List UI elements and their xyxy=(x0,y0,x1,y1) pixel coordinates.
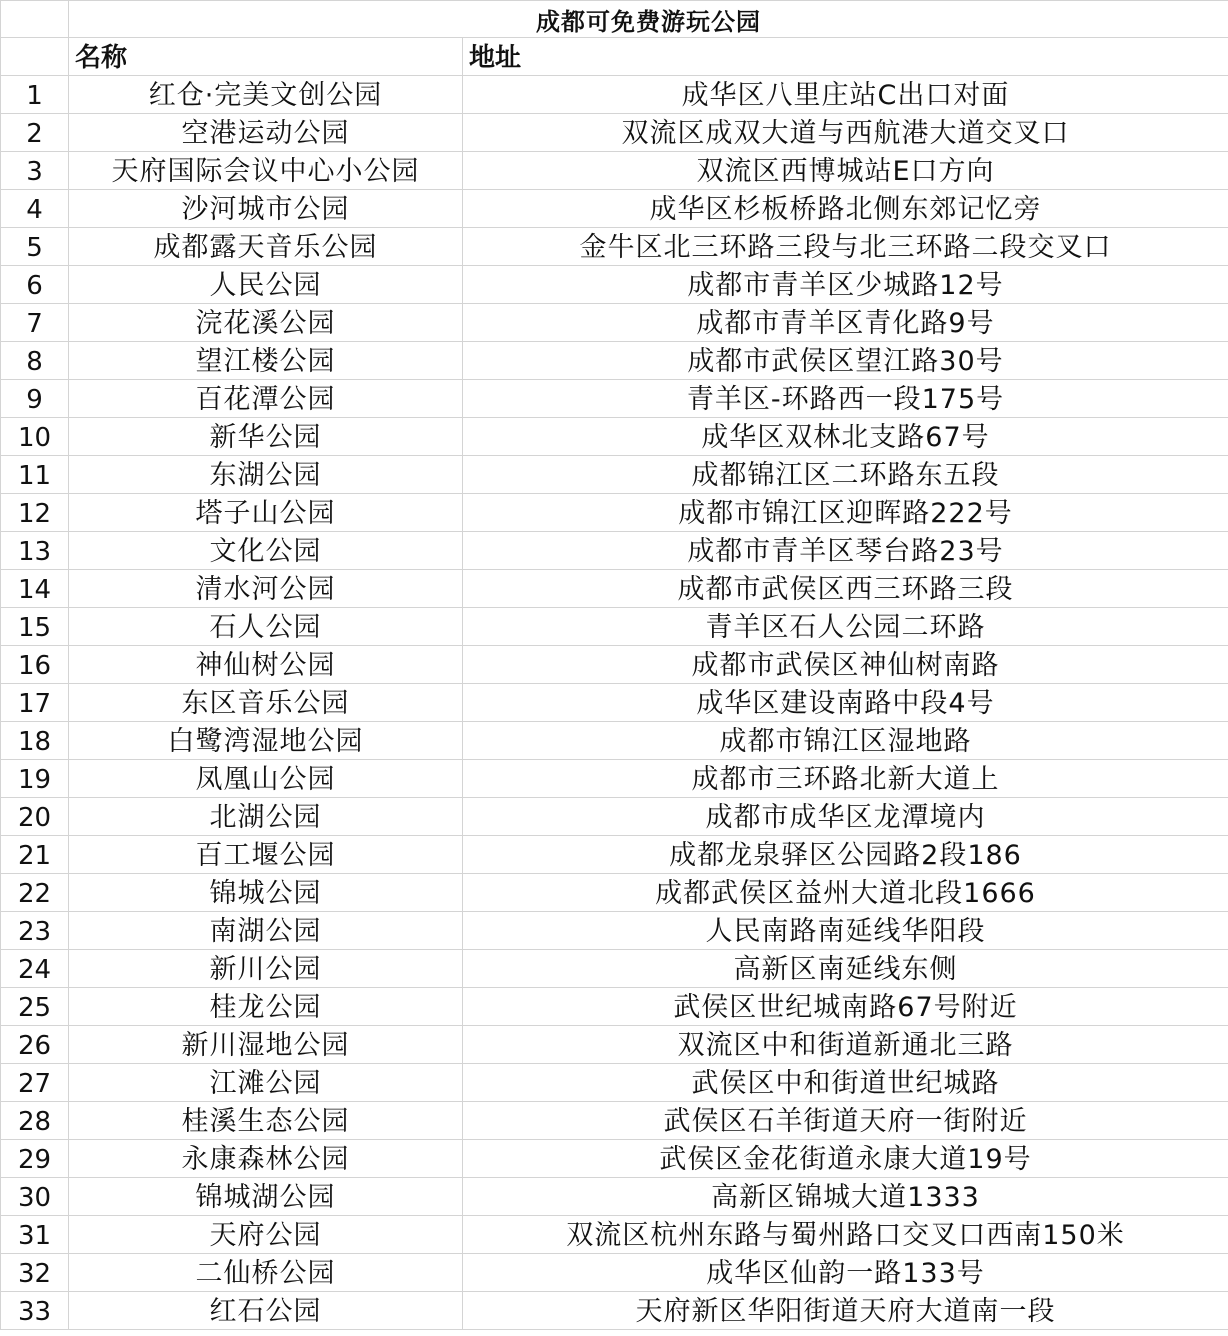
row-number-cell[interactable]: 7 xyxy=(1,304,69,342)
park-name-cell[interactable]: 东区音乐公园 xyxy=(69,684,463,722)
header-row xyxy=(1,38,1228,76)
row-number-cell[interactable]: 29 xyxy=(1,1140,69,1178)
row-number-cell[interactable]: 24 xyxy=(1,950,69,988)
park-address-cell[interactable]: 武侯区石羊街道天府一街附近 xyxy=(463,1102,1228,1140)
park-address-cell[interactable]: 成都武侯区益州大道北段1666 xyxy=(463,874,1228,912)
row-number-cell[interactable]: 3 xyxy=(1,152,69,190)
park-address-cell[interactable]: 成华区八里庄站C出口对面 xyxy=(463,76,1228,114)
park-address-cell[interactable]: 成华区双林北支路67号 xyxy=(463,418,1228,456)
row-number-cell[interactable]: 27 xyxy=(1,1064,69,1102)
park-name-cell[interactable]: 百工堰公园 xyxy=(69,836,463,874)
park-address-cell[interactable]: 双流区成双大道与西航港大道交叉口 xyxy=(463,114,1228,152)
header-number-cell[interactable] xyxy=(1,38,69,76)
row-number-cell[interactable]: 20 xyxy=(1,798,69,836)
table-row xyxy=(1,798,1228,836)
row-number-cell[interactable]: 26 xyxy=(1,1026,69,1064)
table-row xyxy=(1,228,1228,266)
table-row xyxy=(1,1254,1228,1292)
park-address-cell[interactable]: 成都市成华区龙潭境内 xyxy=(463,798,1228,836)
column-header-address[interactable]: 地址 xyxy=(463,38,1228,76)
park-name-cell[interactable]: 新川公园 xyxy=(69,950,463,988)
park-address-cell[interactable]: 成都市武侯区神仙树南路 xyxy=(463,646,1228,684)
park-address-cell[interactable]: 双流区中和街道新通北三路 xyxy=(463,1026,1228,1064)
park-address-cell[interactable]: 成都市锦江区迎晖路222号 xyxy=(463,494,1228,532)
park-name-cell[interactable]: 文化公园 xyxy=(69,532,463,570)
table-row xyxy=(1,608,1228,646)
table-row xyxy=(1,1216,1228,1254)
row-number-cell[interactable]: 14 xyxy=(1,570,69,608)
row-number-cell[interactable]: 30 xyxy=(1,1178,69,1216)
row-number-cell[interactable]: 5 xyxy=(1,228,69,266)
park-name-cell[interactable]: 东湖公园 xyxy=(69,456,463,494)
table-row xyxy=(1,988,1228,1026)
row-number-cell[interactable]: 4 xyxy=(1,190,69,228)
table-body xyxy=(1,1,1228,1330)
park-name-cell[interactable]: 石人公园 xyxy=(69,608,463,646)
table-row xyxy=(1,684,1228,722)
row-number-cell[interactable]: 19 xyxy=(1,760,69,798)
corner-cell[interactable] xyxy=(1,1,69,38)
park-address-cell[interactable]: 成都市武侯区望江路30号 xyxy=(463,342,1228,380)
row-number-cell[interactable]: 17 xyxy=(1,684,69,722)
row-number-cell[interactable]: 21 xyxy=(1,836,69,874)
park-address-cell[interactable]: 成华区建设南路中段4号 xyxy=(463,684,1228,722)
park-address-cell[interactable]: 高新区锦城大道1333 xyxy=(463,1178,1228,1216)
park-address-cell[interactable]: 成都市青羊区少城路12号 xyxy=(463,266,1228,304)
table-row xyxy=(1,304,1228,342)
park-name-cell[interactable]: 人民公园 xyxy=(69,266,463,304)
park-name-cell[interactable]: 清水河公园 xyxy=(69,570,463,608)
park-address-cell[interactable]: 成华区仙韵一路133号 xyxy=(463,1254,1228,1292)
park-name-cell[interactable]: 新华公园 xyxy=(69,418,463,456)
table-row xyxy=(1,1064,1228,1102)
park-address-cell[interactable]: 青羊区-环路西一段175号 xyxy=(463,380,1228,418)
sheet-title[interactable]: 成都可免费游玩公园 xyxy=(69,1,1228,38)
row-number-cell[interactable]: 23 xyxy=(1,912,69,950)
park-address-cell[interactable]: 成都市武侯区西三环路三段 xyxy=(463,570,1228,608)
table-row xyxy=(1,494,1228,532)
park-address-cell[interactable]: 人民南路南延线华阳段 xyxy=(463,912,1228,950)
park-name-cell[interactable]: 天府国际会议中心小公园 xyxy=(69,152,463,190)
park-name-cell[interactable]: 桂溪生态公园 xyxy=(69,1102,463,1140)
row-number-cell[interactable]: 2 xyxy=(1,114,69,152)
row-number-cell[interactable]: 15 xyxy=(1,608,69,646)
park-address-cell[interactable]: 成都市三环路北新大道上 xyxy=(463,760,1228,798)
row-number-cell[interactable]: 11 xyxy=(1,456,69,494)
park-address-cell[interactable]: 青羊区石人公园二环路 xyxy=(463,608,1228,646)
park-name-cell[interactable]: 红仓·完美文创公园 xyxy=(69,76,463,114)
table-row xyxy=(1,912,1228,950)
column-header-name[interactable]: 名称 xyxy=(69,38,463,76)
row-number-cell[interactable]: 1 xyxy=(1,76,69,114)
row-number-cell[interactable]: 33 xyxy=(1,1292,69,1330)
table-row xyxy=(1,418,1228,456)
row-number-cell[interactable]: 25 xyxy=(1,988,69,1026)
title-row xyxy=(1,1,1228,38)
row-number-cell[interactable]: 28 xyxy=(1,1102,69,1140)
park-address-cell[interactable]: 武侯区金花街道永康大道19号 xyxy=(463,1140,1228,1178)
park-address-cell[interactable]: 成都龙泉驿区公园路2段186 xyxy=(463,836,1228,874)
row-number-cell[interactable]: 31 xyxy=(1,1216,69,1254)
table-row xyxy=(1,456,1228,494)
park-name-cell[interactable]: 神仙树公园 xyxy=(69,646,463,684)
table-row xyxy=(1,76,1228,114)
row-number-cell[interactable]: 10 xyxy=(1,418,69,456)
park-address-cell[interactable]: 成都锦江区二环路东五段 xyxy=(463,456,1228,494)
row-number-cell[interactable]: 18 xyxy=(1,722,69,760)
park-name-cell[interactable]: 百花潭公园 xyxy=(69,380,463,418)
table-row xyxy=(1,190,1228,228)
table-row xyxy=(1,1292,1228,1330)
park-name-cell[interactable]: 永康森林公园 xyxy=(69,1140,463,1178)
park-address-cell[interactable]: 武侯区中和街道世纪城路 xyxy=(463,1064,1228,1102)
table-row xyxy=(1,380,1228,418)
park-address-cell[interactable]: 双流区西博城站E口方向 xyxy=(463,152,1228,190)
table-row xyxy=(1,570,1228,608)
table-row xyxy=(1,1026,1228,1064)
park-name-cell[interactable]: 天府公园 xyxy=(69,1216,463,1254)
table-row xyxy=(1,874,1228,912)
row-number-cell[interactable]: 13 xyxy=(1,532,69,570)
park-name-cell[interactable]: 二仙桥公园 xyxy=(69,1254,463,1292)
table-row xyxy=(1,532,1228,570)
park-name-cell[interactable]: 江滩公园 xyxy=(69,1064,463,1102)
park-name-cell[interactable]: 浣花溪公园 xyxy=(69,304,463,342)
row-number-cell[interactable]: 32 xyxy=(1,1254,69,1292)
park-address-cell[interactable]: 高新区南延线东侧 xyxy=(463,950,1228,988)
park-name-cell[interactable]: 红石公园 xyxy=(69,1292,463,1330)
table-row xyxy=(1,114,1228,152)
park-address-cell[interactable]: 成华区杉板桥路北侧东郊记忆旁 xyxy=(463,190,1228,228)
park-address-cell[interactable]: 天府新区华阳街道天府大道南一段 xyxy=(463,1292,1228,1330)
table-row xyxy=(1,342,1228,380)
park-name-cell[interactable]: 北湖公园 xyxy=(69,798,463,836)
table-row xyxy=(1,1140,1228,1178)
row-number-cell[interactable]: 6 xyxy=(1,266,69,304)
table-row xyxy=(1,646,1228,684)
table-row xyxy=(1,152,1228,190)
row-number-cell[interactable]: 8 xyxy=(1,342,69,380)
row-number-cell[interactable]: 9 xyxy=(1,380,69,418)
row-number-cell[interactable]: 12 xyxy=(1,494,69,532)
park-address-cell[interactable]: 成都市锦江区湿地路 xyxy=(463,722,1228,760)
park-address-cell[interactable]: 双流区杭州东路与蜀州路口交叉口西南150米 xyxy=(463,1216,1228,1254)
park-name-cell[interactable]: 塔子山公园 xyxy=(69,494,463,532)
park-name-cell[interactable]: 望江楼公园 xyxy=(69,342,463,380)
park-name-cell[interactable]: 锦城公园 xyxy=(69,874,463,912)
park-name-cell[interactable]: 白鹭湾湿地公园 xyxy=(69,722,463,760)
table-row xyxy=(1,1102,1228,1140)
park-name-cell[interactable]: 沙河城市公园 xyxy=(69,190,463,228)
table-row xyxy=(1,950,1228,988)
park-name-cell[interactable]: 空港运动公园 xyxy=(69,114,463,152)
park-name-cell[interactable]: 南湖公园 xyxy=(69,912,463,950)
park-address-cell[interactable]: 金牛区北三环路三段与北三环路二段交叉口 xyxy=(463,228,1228,266)
park-address-cell[interactable]: 武侯区世纪城南路67号附近 xyxy=(463,988,1228,1026)
row-number-cell[interactable]: 16 xyxy=(1,646,69,684)
table-row xyxy=(1,760,1228,798)
park-name-cell[interactable]: 成都露天音乐公园 xyxy=(69,228,463,266)
row-number-cell[interactable]: 22 xyxy=(1,874,69,912)
park-name-cell[interactable]: 桂龙公园 xyxy=(69,988,463,1026)
table-row xyxy=(1,1178,1228,1216)
park-name-cell[interactable]: 凤凰山公园 xyxy=(69,760,463,798)
park-address-cell[interactable]: 成都市青羊区青化路9号 xyxy=(463,304,1228,342)
park-name-cell[interactable]: 新川湿地公园 xyxy=(69,1026,463,1064)
table-row xyxy=(1,266,1228,304)
park-name-cell[interactable]: 锦城湖公园 xyxy=(69,1178,463,1216)
table-row xyxy=(1,722,1228,760)
park-address-cell[interactable]: 成都市青羊区琴台路23号 xyxy=(463,532,1228,570)
table-row xyxy=(1,836,1228,874)
